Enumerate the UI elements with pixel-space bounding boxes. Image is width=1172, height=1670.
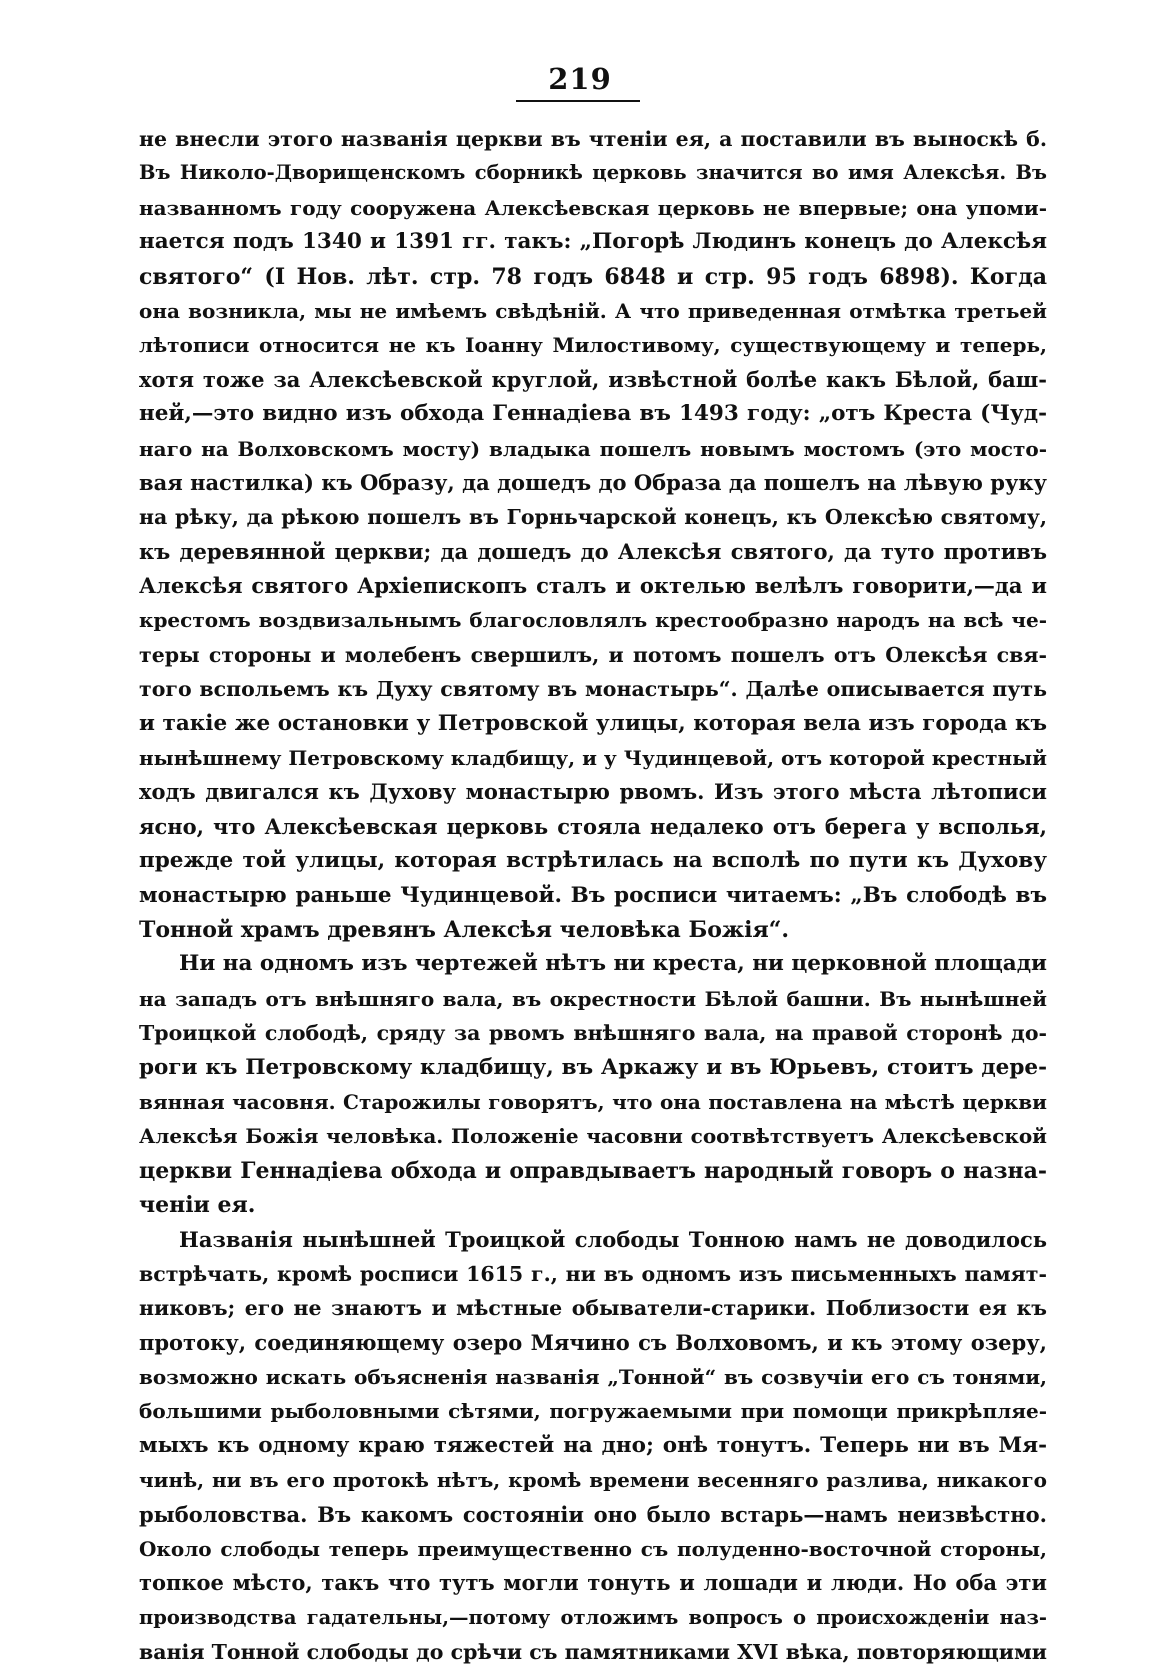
text-line: ходъ двигался къ Духову монастырю рвомъ. Изъ этого мѣста лѣтописи (139, 779, 1047, 805)
text-line: Въ Николо-Дворищенскомъ сборникѣ церковь значится во имя Алексѣя. Въ (139, 161, 1047, 185)
text-line: Около слободы теперь преимущественно съ полуденно-восточной стороны, (139, 1537, 1047, 1562)
text-line: святого“ (I Нов. лѣт. стр. 78 годъ 6848 и стр. 95 годъ 6898). Когда (139, 263, 1047, 290)
body-text (139, 122, 1047, 1670)
text-line: большими рыболовными сѣтями, погружаемыми при помощи прикрѣпляе- (139, 1399, 1047, 1424)
text-line: названномъ году сооружена Алексѣевская церковь не впервые; она упоми- (139, 195, 1047, 220)
text-line: вянная часовня. Старожилы говорятъ, что она поставлена на мѣстѣ церкви (139, 1089, 1047, 1114)
text-line: лѣтописи относится не къ Іоанну Милостивому, существующему и теперь, (139, 333, 1047, 358)
text-line: Названія нынѣшней Троицкой слободы Тонною намъ не доводилось (179, 1226, 1047, 1252)
text-line: Алексѣя святого Архіепископъ сталъ и октелью велѣлъ говорити,—да и (139, 573, 1047, 599)
text-line: теры стороны и молебенъ свершилъ, и потомъ пошелъ отъ Олексѣя свя- (139, 642, 1047, 667)
text-line: никовъ; его не знаютъ и мѣстные обыватели-старики. Поблизости ея къ (139, 1296, 1047, 1321)
text-line: ней,—это видно изъ обхода Геннадіева въ 1493 году: „отъ Креста (Чуд- (139, 401, 1047, 427)
text-line: нается подъ 1340 и 1391 гг. такъ: „Погорѣ Людинъ конецъ до Алексѣя (139, 229, 1047, 255)
text-line: вая настилка) къ Образу, да дошедъ до Образа да пошелъ на лѣвую руку (139, 469, 1047, 495)
text-line: къ деревянной церкви; да дошедъ до Алексѣя святого, да туто противъ (139, 538, 1047, 564)
text-line: производства гадательны,—потому отложимъ вопросъ о происхожденіи наз- (139, 1605, 1047, 1629)
page-number-rule (516, 100, 640, 102)
text-line: Алексѣя Божія человѣка. Положеніе часовни соотвѣтствуетъ Алексѣевской (139, 1124, 1047, 1149)
text-line: возможно искать объясненія названія „Тонной“ въ созвучіи его съ тонями, (139, 1365, 1047, 1390)
text-line: Ни на одномъ изъ чертежей нѣтъ ни креста, ни церковной площади (179, 951, 1047, 977)
text-line: рыболовства. Въ какомъ состояніи оно было встарь—намъ неизвѣстно. (139, 1501, 1047, 1527)
text-line: на рѣку, да рѣкою пошелъ въ Горньчарской конецъ, къ Олексѣю святому, (139, 505, 1047, 530)
text-line: Тонной храмъ древянъ Алексѣя человѣка Божія“. (139, 916, 790, 943)
text-line: наго на Волховскомъ мосту) владыка пошелъ новымъ мостомъ (это мосто- (139, 436, 1047, 461)
text-line: монастырю раньше Чудинцевой. Въ росписи читаемъ: „Въ слободѣ въ (139, 882, 1047, 908)
text-line: ванія Тонной слободы до срѣчи съ памятниками XVI вѣка, повторяющими (139, 1640, 1047, 1665)
text-line: хотя тоже за Алексѣевской круглой, извѣстной болѣе какъ Бѣлой, баш- (139, 366, 1047, 392)
text-line: топкое мѣсто, такъ что тутъ могли тонуть и лошади и люди. Но оба эти (139, 1570, 1047, 1596)
text-line: и такіе же остановки у Петровской улицы, которая вела изъ города къ (139, 710, 1047, 736)
text-line: чинѣ, ни въ его протокѣ нѣтъ, кромѣ времени весенняго разлива, никакого (139, 1468, 1047, 1493)
text-line: встрѣчать, кромѣ росписи 1615 г., ни въ одномъ изъ письменныхъ памят- (139, 1261, 1047, 1286)
text-line: крестомъ воздвизальнымъ благословлялъ крестообразно народъ на всѣ че- (139, 608, 1047, 633)
text-line: роги къ Петровскому кладбищу, въ Аркажу и въ Юрьевъ, стоитъ дере- (139, 1054, 1047, 1080)
text-line: она возникла, мы не имѣемъ свѣдѣній. А что приведенная отмѣтка третьей (139, 298, 1047, 323)
page-number: 219 (548, 62, 612, 96)
text-line: прежде той улицы, которая встрѣтилась на всполѣ по пути къ Духову (139, 848, 1047, 874)
text-line: церкви Геннадіева обхода и оправдываетъ народный говоръ о назна- (139, 1157, 1047, 1184)
text-line: нынѣшнему Петровскому кладбищу, и у Чудинцевой, отъ которой крестный (139, 746, 1047, 771)
text-line: протоку, соединяющему озеро Мячино съ Волховомъ, и къ этому озеру, (139, 1329, 1047, 1355)
text-line: мыхъ къ одному краю тяжестей на дно; онѣ тонутъ. Теперь ни въ Мя- (139, 1432, 1047, 1458)
text-line: того вспольемъ къ Духу святому въ монастырь“. Далѣе описывается путь (139, 677, 1047, 702)
text-line: не внесли этого названія церкви въ чтеніи ея, а поставили въ выноскѣ б. (139, 127, 1047, 151)
text-line: на западъ отъ внѣшняго вала, въ окрестности Бѣлой башни. Въ нынѣшней (139, 986, 1047, 1011)
text-line: ясно, что Алексѣевская церковь стояла недалеко отъ берега у всполья, (139, 813, 1047, 839)
text-line: ченіи ея. (139, 1192, 256, 1219)
text-line: Троицкой слободѣ, сряду за рвомъ внѣшняго вала, на правой сторонѣ до- (139, 1021, 1047, 1046)
